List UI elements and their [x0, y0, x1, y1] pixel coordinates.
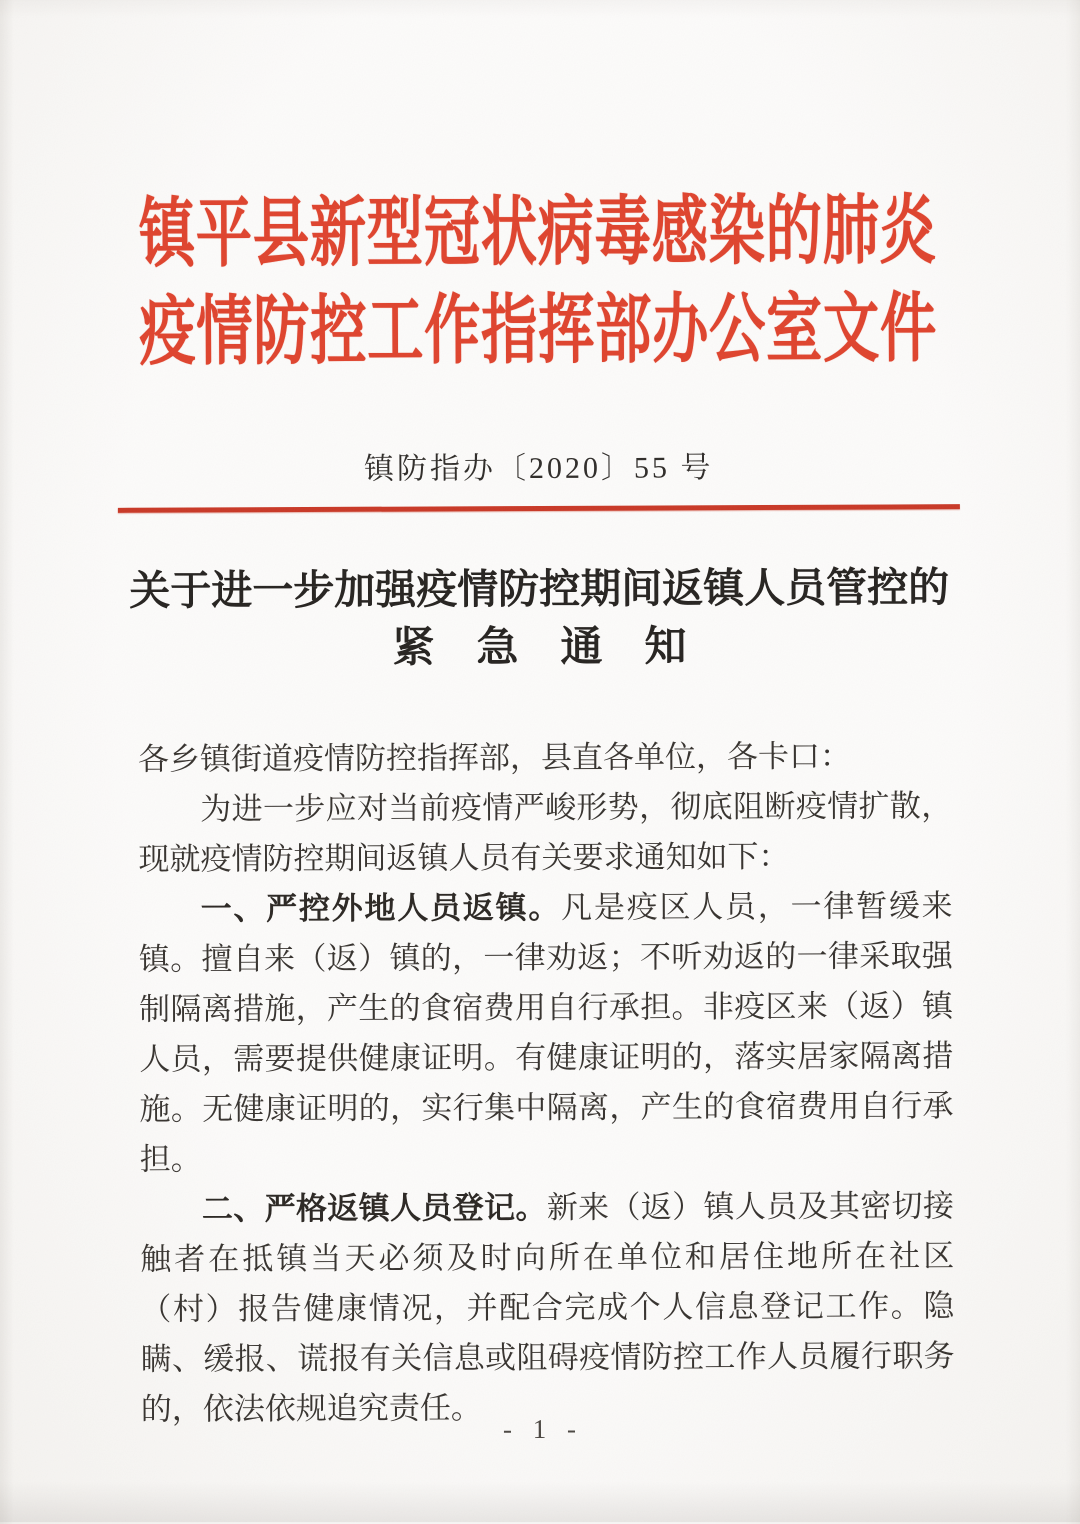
notice-title-line-2 [0, 612, 1080, 677]
item-1-heading: 一、严控外地人员返镇。 [200, 889, 562, 927]
red-separator-line [118, 504, 960, 513]
paragraph-item-2 [140, 1181, 955, 1435]
item-2-text: 新来（返）镇人员及其密切接触者在抵镇当天必须及时向所在单位和居住地所在社区（村）报告健康情况，并配合完成个人信息登记工作。隐瞒、缓报、谎报有关信息或阻碍疫情防控工作人员履行职务的，依法依规追究责任。 [140, 1188, 955, 1427]
page-number: - 1 - [502, 1413, 583, 1445]
masthead-line-1: 镇平县新型冠状病毒感染的肺炎 [138, 189, 937, 277]
red-masthead [0, 182, 1078, 383]
masthead-line-2: 疫情防控工作指挥部办公室文件 [139, 287, 938, 375]
notice-title-line-2-text: 紧急通知 [392, 624, 729, 672]
paragraph-item-1 [139, 881, 954, 1185]
doc-number: 镇防指办〔2020〕55 号 [363, 451, 714, 486]
salutation: 各乡镇街道疫情防控指挥部，县直各单位，各卡口： [137, 738, 852, 777]
document-body [138, 731, 955, 1435]
item-2-heading: 二、严格返镇人员登记。 [201, 1189, 547, 1227]
paragraph-intro: 为进一步应对当前疫情严峻形势，彻底阻断疫情扩散，现就疫情防控期间返镇人员有关要求通知如下： [138, 788, 953, 877]
notice-title-line-1: 关于进一步加强疫情防控期间返镇人员管控的 [129, 564, 950, 614]
item-1-text: 凡是疫区人员，一律暂缓来镇。擅自来（返）镇的，一律劝返；不听劝返的一律采取强制隔离措施，产生的食宿费用自行承担。非疫区来（返）镇人员，需要提供健康证明。有健康证明的，落实居家隔离措施。无健康证明的，实行集中隔离，产生的食宿费用自行承担。 [138, 888, 954, 1177]
